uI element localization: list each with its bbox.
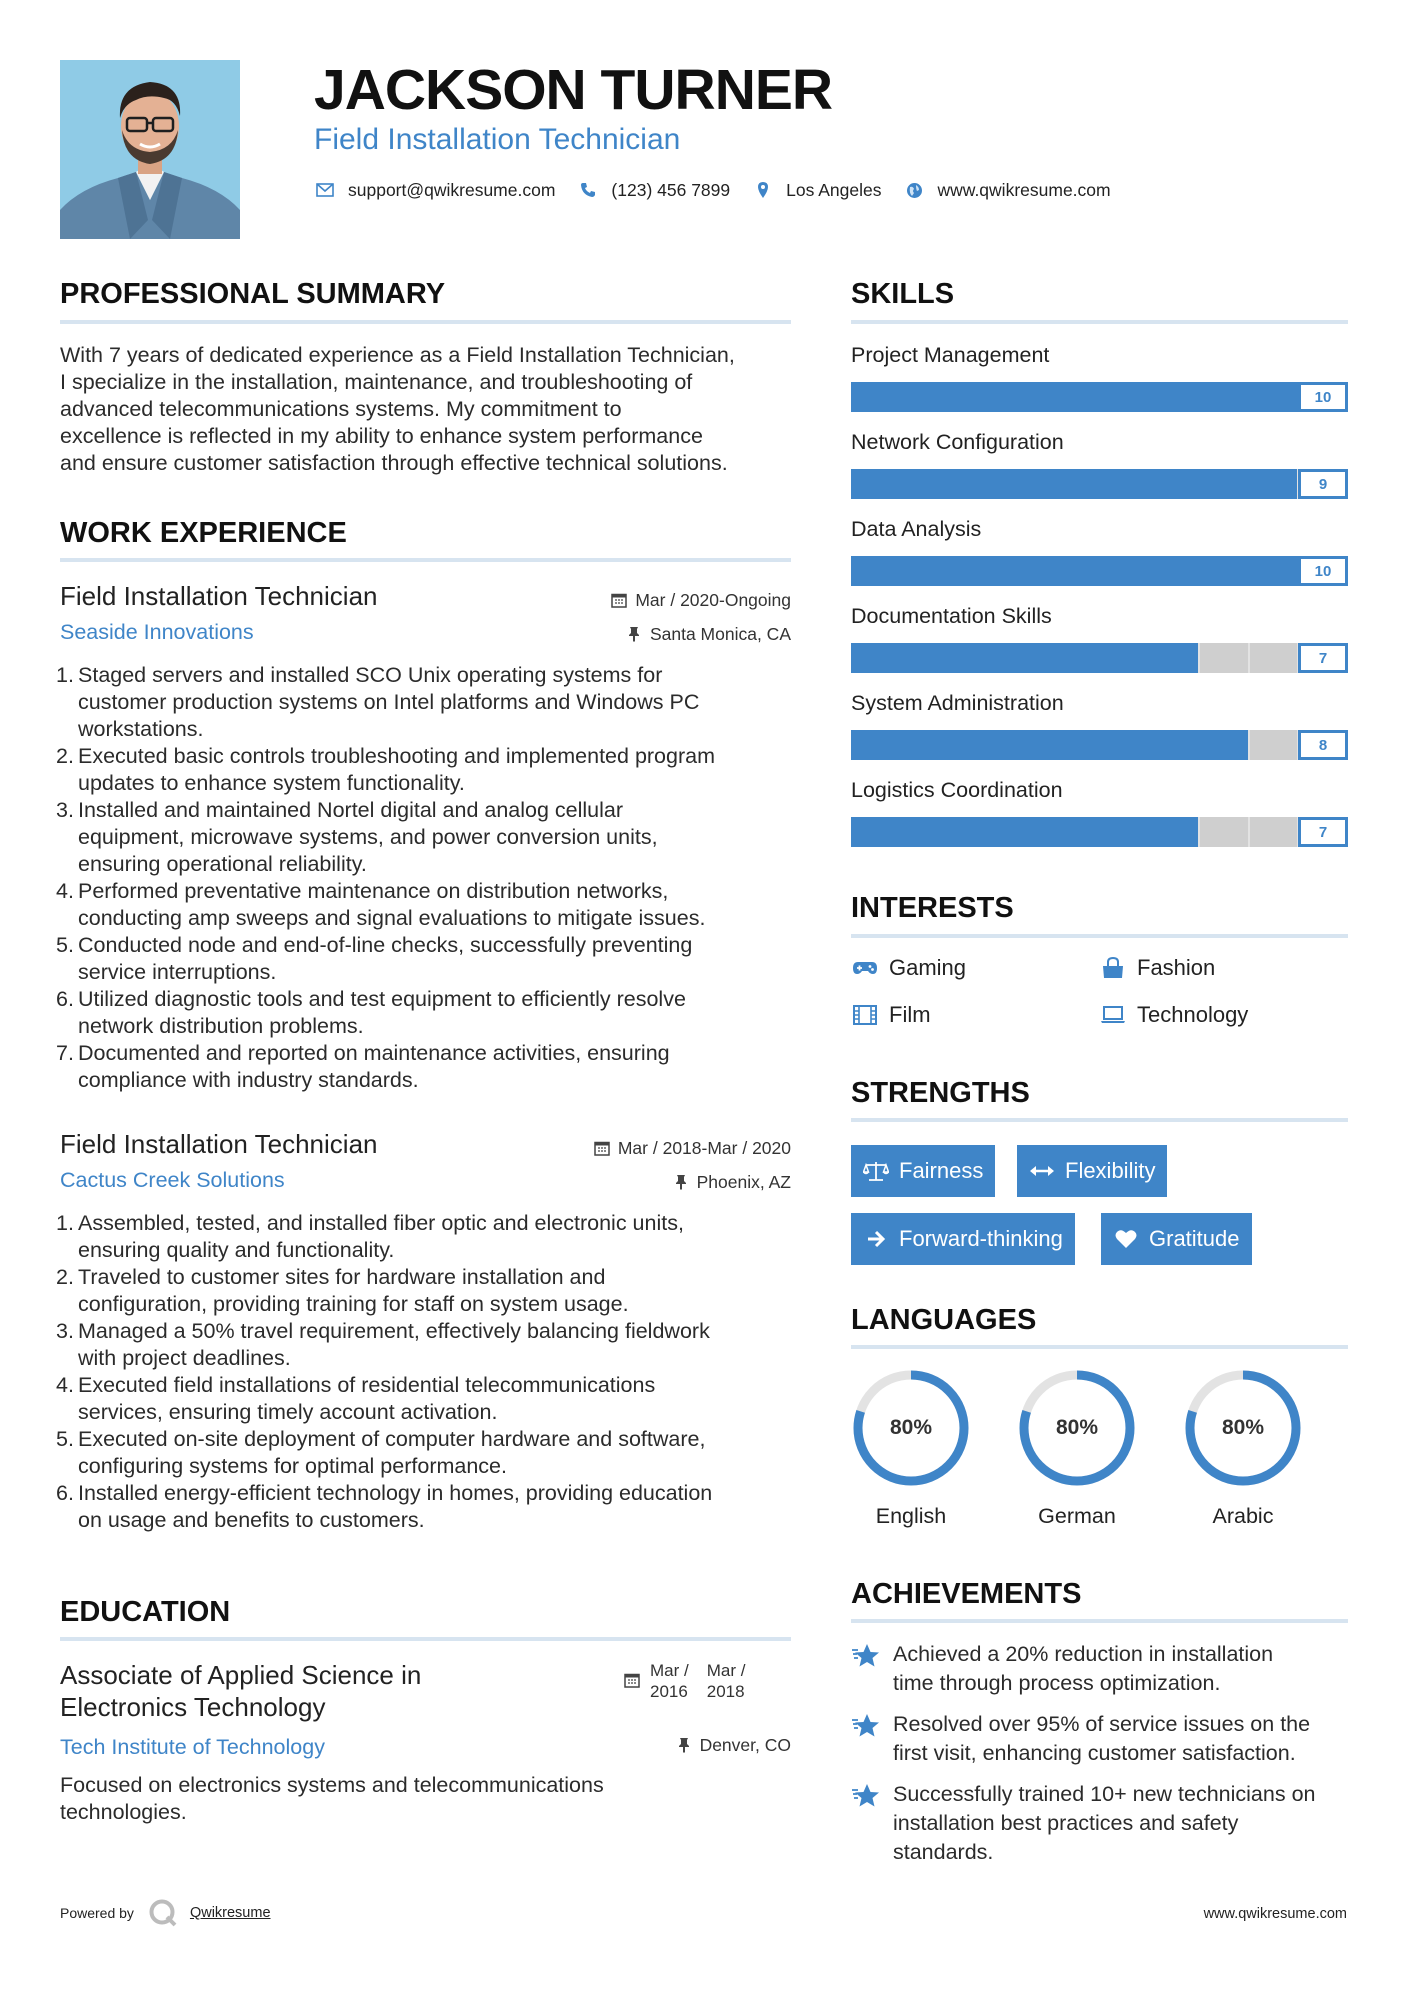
skill-name: Network Configuration [851, 430, 1064, 454]
footer-website[interactable]: www.qwikresume.com [1203, 1906, 1347, 1922]
languages-heading: LANGUAGES [851, 1304, 1037, 1336]
job-duty-number: 7. [56, 1041, 74, 1065]
summary-line: and ensure customer satisfaction through effective technical solutions. [60, 451, 728, 475]
achievement-text [893, 1710, 1310, 1768]
contact-email[interactable]: support@qwikresume.com [348, 179, 556, 200]
job-duty-line: workstations. [78, 717, 204, 741]
job-duty-line: Managed a 50% travel requirement, effectively balancing fieldwork [78, 1319, 710, 1343]
job-duty-item [56, 1040, 800, 1094]
job-duty-item [56, 932, 800, 986]
experience-divider [60, 558, 791, 562]
degree-line: Associate of Applied Science in [60, 1660, 422, 1690]
contact-bar [314, 178, 1133, 202]
achievement-line: first visit, enhancing customer satisfaction. [893, 1741, 1296, 1765]
achievement-line: Resolved over 95% of service issues on the [893, 1712, 1311, 1736]
language-item [1015, 1366, 1139, 1529]
job-duty-number: 1. [56, 1211, 74, 1235]
job-date-text: Mar / 2020-Ongoing [635, 590, 791, 610]
skill-name: Logistics Coordination [851, 778, 1063, 802]
job-duty-line: ensuring operational reliability. [78, 852, 367, 876]
languages-divider [851, 1345, 1348, 1349]
education-heading: EDUCATION [60, 1596, 231, 1628]
skill-level-bar [851, 643, 1348, 673]
language-item [1181, 1366, 1305, 1529]
job-duty-line: equipment, microwave systems, and power conversion units, [78, 825, 658, 849]
job-duty-item [56, 1210, 800, 1264]
strength-label: Forward-thinking [899, 1226, 1063, 1251]
film-icon [851, 1003, 879, 1027]
degree-line: Electronics Technology [60, 1692, 326, 1722]
contact-phone[interactable]: (123) 456 7899 [611, 179, 731, 200]
skill-name: Data Analysis [851, 517, 982, 541]
job-duty-line: Conducted node and end-of-line checks, successfully preventing [78, 933, 693, 957]
language-percent: 80% [1221, 1416, 1265, 1439]
job-duty-number: 6. [56, 987, 74, 1011]
skill-level-bar [851, 556, 1348, 586]
job-location-text: Phoenix, AZ [696, 1172, 791, 1192]
strength-tag [1017, 1145, 1167, 1197]
education-end-date [707, 1660, 746, 1702]
summary-line: excellence is reflected in my ability to enhance system performance [60, 424, 703, 448]
language-progress-ring [1181, 1366, 1305, 1490]
job-title: Field Installation Technician [60, 1129, 378, 1159]
strengths-heading: STRENGTHS [851, 1077, 1030, 1109]
job-duty-item [56, 1372, 800, 1426]
calendar-icon [624, 1672, 642, 1690]
education-description-line: technologies. [60, 1800, 187, 1824]
skill-name: Documentation Skills [851, 604, 1052, 628]
summary-heading: PROFESSIONAL SUMMARY [60, 278, 446, 310]
skill-segment-divider [1248, 643, 1250, 673]
job-duty-item [56, 1426, 800, 1480]
language-name: German [1038, 1504, 1116, 1528]
interest-item [851, 1001, 931, 1028]
job-duty-line: conducting amp sweeps and signal evaluations to mitigate issues. [78, 906, 706, 930]
pushpin-icon [672, 1173, 690, 1191]
job-company: Cactus Creek Solutions [60, 1168, 285, 1192]
calendar-icon [610, 591, 628, 609]
skill-level-fill [851, 556, 1348, 586]
achievement-line: Achieved a 20% reduction in installation [893, 1642, 1274, 1666]
job-duty-line: updates to enhance system functionality. [78, 771, 465, 795]
job-duty-number: 2. [56, 744, 74, 768]
job-duty-item [56, 797, 800, 878]
strength-label: Fairness [899, 1158, 984, 1183]
job-duty-line: ensuring quality and functionality. [78, 1238, 395, 1262]
education-description [60, 1772, 800, 1826]
arrow-right-icon [863, 1227, 889, 1251]
skill-level-value: 10 [1298, 556, 1348, 586]
candidate-name: JACKSON TURNER [314, 58, 833, 122]
pushpin-icon [625, 625, 643, 643]
job-duty-line: network distribution problems. [78, 1014, 364, 1038]
skill-level-value: 9 [1298, 469, 1348, 499]
skill-level-fill [851, 817, 1199, 847]
skill-level-fill [851, 469, 1298, 499]
job-duty-number: 5. [56, 933, 74, 957]
job-location [672, 1171, 791, 1193]
skill-level-bar [851, 730, 1348, 760]
phone-icon [577, 179, 599, 201]
job-date-text: Mar / 2018-Mar / 2020 [617, 1138, 791, 1158]
summary-line: advanced telecommunications systems. My commitment to [60, 397, 622, 421]
achievement-item [851, 1640, 1348, 1698]
achievement-item [851, 1710, 1348, 1768]
strength-label: Gratitude [1149, 1226, 1240, 1251]
job-duty-number: 6. [56, 1481, 74, 1505]
job-duty-line: Executed field installations of residential telecommunications [78, 1373, 656, 1397]
calendar-icon [593, 1139, 611, 1157]
job-duty-number: 2. [56, 1265, 74, 1289]
strength-tag [1101, 1213, 1252, 1265]
education-dates [624, 1660, 745, 1702]
job-duty-item [56, 1264, 800, 1318]
job-duty-line: configuration, providing training for staff on system usage. [78, 1292, 629, 1316]
strengths-divider [851, 1118, 1348, 1122]
skill-level-bar [851, 817, 1348, 847]
summary-line: With 7 years of dedicated experience as a Field Installation Technician, [60, 343, 735, 367]
job-duty-item [56, 986, 800, 1040]
summary-line: I specialize in the installation, maintenance, and troubleshooting of [60, 370, 693, 394]
profile-photo [60, 60, 240, 239]
powered-by-text: Powered by [60, 1905, 134, 1921]
achievement-line: installation best practices and safety [893, 1811, 1239, 1835]
education-end-year: 2018 [706, 1682, 745, 1701]
language-name: Arabic [1212, 1504, 1274, 1528]
skill-name: System Administration [851, 691, 1064, 715]
skill-level-fill [851, 382, 1348, 412]
candidate-title: Field Installation Technician [314, 123, 681, 156]
envelope-icon [314, 179, 336, 201]
balance-scale-icon [863, 1159, 889, 1183]
shopping-bag-icon [1099, 956, 1127, 980]
map-marker-icon [752, 179, 774, 201]
interest-item [1099, 954, 1215, 981]
interests-divider [851, 934, 1348, 938]
job-duty-line: Executed basic controls troubleshooting and implemented program [78, 744, 716, 768]
strength-tag [851, 1213, 1075, 1265]
job-title: Field Installation Technician [60, 581, 378, 611]
job-duty-line: Installed energy-efficient technology in homes, providing education [78, 1481, 713, 1505]
skill-level-bar [851, 382, 1348, 412]
skill-level-bar [851, 469, 1348, 499]
job-duty-number: 3. [56, 1319, 74, 1343]
language-percent: 80% [889, 1416, 933, 1439]
language-progress-ring [849, 1366, 973, 1490]
pushpin-icon [675, 1736, 693, 1754]
achievements-heading: ACHIEVEMENTS [851, 1578, 1082, 1610]
job-duty-line: configuring systems for optimal performance. [78, 1454, 507, 1478]
summary-text [60, 342, 800, 477]
arrows-horizontal-icon [1029, 1159, 1055, 1183]
job-date [610, 589, 791, 611]
skill-level-fill [851, 730, 1249, 760]
skill-name: Project Management [851, 343, 1050, 367]
star-badge-icon [851, 1640, 893, 1669]
skill-segment-divider [1198, 643, 1200, 673]
job-duty-line: services, ensuring timely account activation. [78, 1400, 498, 1424]
globe-icon [904, 179, 926, 201]
job-duty-number: 5. [56, 1427, 74, 1451]
skill-segment-divider [1248, 817, 1250, 847]
star-badge-icon [851, 1710, 893, 1739]
achievement-item [851, 1780, 1348, 1867]
skills-heading: SKILLS [851, 278, 955, 310]
experience-heading: WORK EXPERIENCE [60, 517, 347, 549]
job-duty-line: Traveled to customer sites for hardware installation and [78, 1265, 606, 1289]
job-duty-line: service interruptions. [78, 960, 277, 984]
job-duty-line: with project deadlines. [78, 1346, 291, 1370]
strength-tag [851, 1145, 995, 1197]
job-duty-item [56, 662, 800, 743]
job-location [625, 623, 791, 645]
interest-label: Film [889, 1002, 931, 1027]
interests-heading: INTERESTS [851, 892, 1014, 924]
job-duty-item [56, 1318, 800, 1372]
achievement-text [893, 1640, 1273, 1698]
job-duty-line: Performed preventative maintenance on distribution networks, [78, 879, 669, 903]
qwikresume-logo-icon [148, 1898, 178, 1928]
job-duty-number: 1. [56, 663, 74, 687]
skill-level-value: 10 [1298, 382, 1348, 412]
job-duty-number: 3. [56, 798, 74, 822]
achievement-line: standards. [893, 1840, 994, 1864]
gamepad-icon [851, 956, 879, 980]
job-date [593, 1137, 791, 1159]
achievements-divider [851, 1619, 1348, 1623]
interest-label: Gaming [889, 955, 967, 980]
achievement-text [893, 1780, 1315, 1867]
achievement-line: time through process optimization. [893, 1671, 1221, 1695]
skill-level-value: 8 [1298, 730, 1348, 760]
skills-divider [851, 320, 1348, 324]
skill-level-value: 7 [1298, 643, 1348, 673]
job-duty-line: Utilized diagnostic tools and test equipment to efficiently resolve [78, 987, 686, 1011]
education-divider [60, 1637, 791, 1641]
language-percent: 80% [1055, 1416, 1099, 1439]
contact-location: Los Angeles [786, 179, 882, 200]
skill-level-value: 7 [1298, 817, 1348, 847]
job-duty-line: customer production systems on Intel platforms and Windows PC [78, 690, 700, 714]
job-duty-line: Documented and reported on maintenance activities, ensuring [78, 1041, 670, 1065]
education-location-text: Denver, CO [699, 1735, 791, 1755]
education-start-year: 2016 [650, 1682, 688, 1701]
footer-powered-by [60, 1898, 271, 1928]
language-item [849, 1366, 973, 1529]
interest-label: Technology [1137, 1002, 1249, 1027]
job-duty-line: Staged servers and installed SCO Unix operating systems for [78, 663, 663, 687]
interest-item [851, 954, 966, 981]
job-duty-line: Installed and maintained Nortel digital and analog cellular [78, 798, 624, 822]
strength-label: Flexibility [1065, 1158, 1156, 1183]
skill-segment-divider [1198, 817, 1200, 847]
job-duty-item [56, 743, 800, 797]
job-duty-line: Executed on-site deployment of computer hardware and software, [78, 1427, 706, 1451]
job-duty-item [56, 1480, 800, 1534]
job-duties-list [56, 662, 800, 1094]
education-location [675, 1734, 791, 1756]
summary-divider [60, 320, 791, 324]
school-name: Tech Institute of Technology [60, 1735, 325, 1759]
language-name: English [875, 1504, 947, 1528]
job-duty-line: Assembled, tested, and installed fiber optic and electronic units, [78, 1211, 684, 1235]
contact-website[interactable]: www.qwikresume.com [937, 179, 1111, 200]
skill-segment-divider [1248, 730, 1250, 760]
job-duty-number: 4. [56, 879, 74, 903]
degree-title [60, 1659, 620, 1723]
job-duty-item [56, 878, 800, 932]
education-start-date [650, 1660, 689, 1702]
interest-label: Fashion [1137, 955, 1216, 980]
achievement-line: Successfully trained 10+ new technicians on [893, 1782, 1316, 1806]
education-description-line: Focused on electronics systems and telecommunications [60, 1773, 604, 1797]
laptop-icon [1099, 1003, 1127, 1027]
language-progress-ring [1015, 1366, 1139, 1490]
job-duty-line: compliance with industry standards. [78, 1068, 419, 1092]
job-company: Seaside Innovations [60, 620, 254, 644]
star-badge-icon [851, 1780, 893, 1809]
interest-item [1099, 1001, 1248, 1028]
qwikresume-link[interactable]: Qwikresume [189, 1905, 271, 1921]
job-duty-number: 4. [56, 1373, 74, 1397]
job-duties-list [56, 1210, 800, 1534]
skill-level-fill [851, 643, 1199, 673]
education-end-month: Mar / [706, 1661, 746, 1680]
heart-icon [1113, 1227, 1139, 1251]
job-location-text: Santa Monica, CA [649, 624, 791, 644]
education-start-month: Mar / [650, 1661, 689, 1680]
job-duty-line: on usage and benefits to customers. [78, 1508, 425, 1532]
